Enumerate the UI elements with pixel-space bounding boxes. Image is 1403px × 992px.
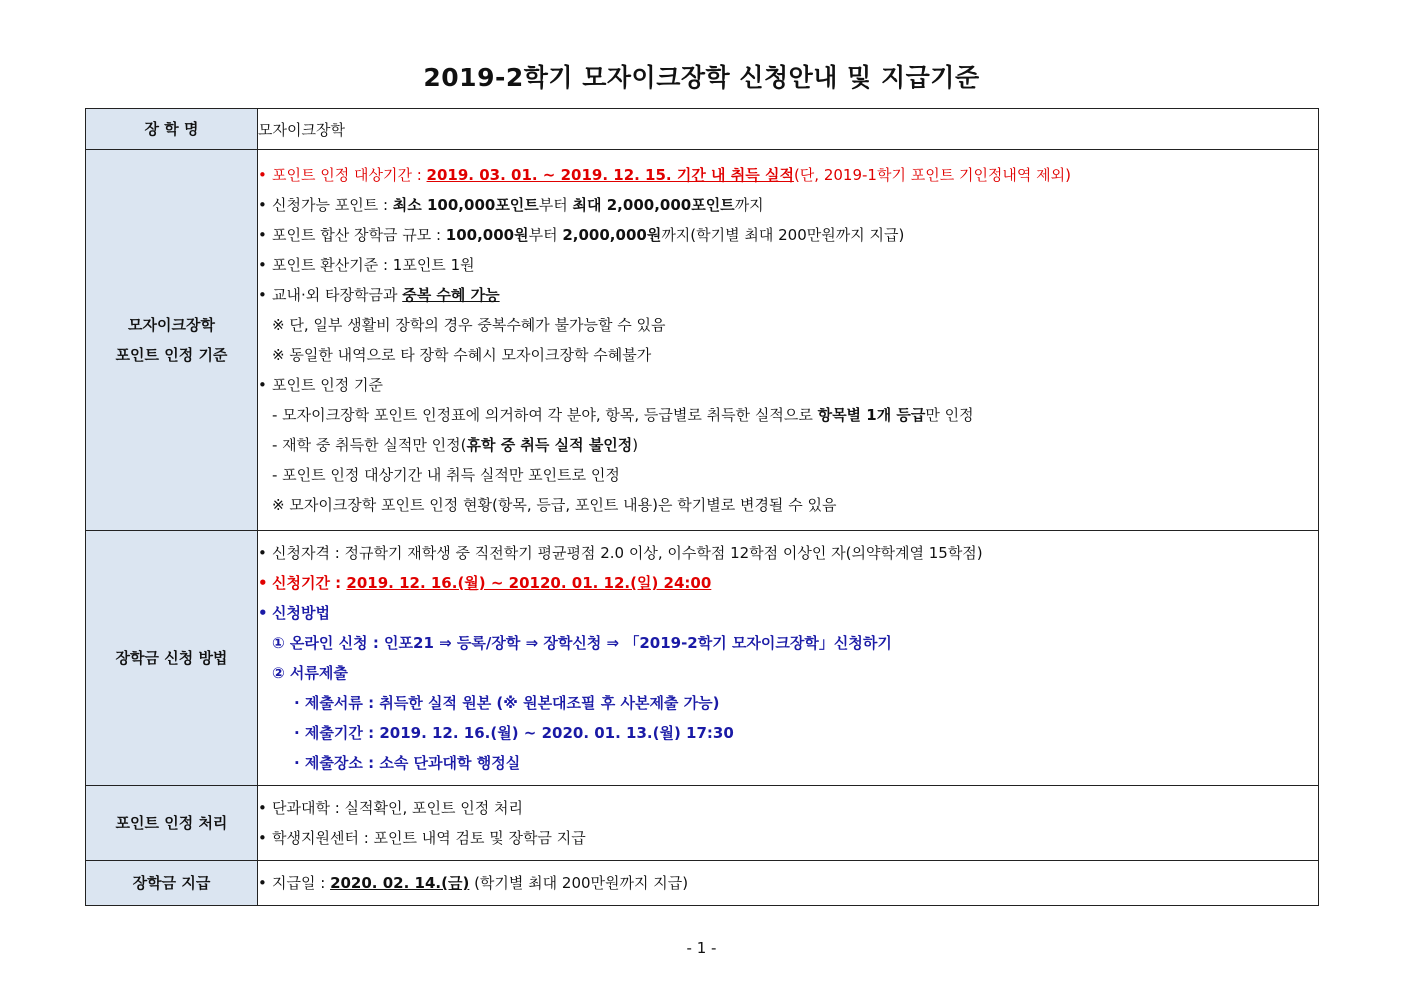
criteria-conversion-text: 포인트 환산기준 : 1포인트 1원 xyxy=(272,256,475,274)
criteria-standard-head-text: 포인트 인정 기준 xyxy=(272,376,383,394)
payment-prefix: 지급일 : xyxy=(272,874,331,892)
criteria-standard-1-bold: 항목별 1개 등급 xyxy=(817,406,926,424)
label-point-criteria-line1: 모자이크장학 xyxy=(128,316,215,334)
criteria-duplicate-prefix: 교내·외 타장학금과 xyxy=(272,286,403,304)
bullet-icon: • xyxy=(258,799,267,817)
apply-online: ① 온라인 신청 : 인포21 ⇒ 등록/장학 ⇒ 장학신청 ⇒ 「2019-2학기 모자이크장학」신청하기 xyxy=(272,634,892,652)
criteria-scale-mid: 부터 xyxy=(528,226,563,244)
label-point-process: 포인트 인정 처리 xyxy=(86,786,258,861)
criteria-scale-min: 100,000원 xyxy=(445,226,529,244)
bullet-icon: • xyxy=(258,226,267,244)
criteria-duplicate-value: 중복 수혜 가능 xyxy=(402,286,500,304)
criteria-points-max: 최대 2,000,000포인트 xyxy=(572,196,735,214)
criteria-period-note: (단, 2019-1학기 포인트 기인정내역 제외) xyxy=(793,166,1071,184)
criteria-period-value: 2019. 03. 01. ~ 2019. 12. 15. 기간 내 취득 실적 xyxy=(426,166,794,184)
criteria-standard-1-prefix: - 모자이크장학 포인트 인정표에 의거하여 각 분야, 항목, 등급별로 취득한 실적으로 xyxy=(272,406,818,424)
label-apply-method: 장학금 신청 방법 xyxy=(86,531,258,786)
criteria-standard-3: - 포인트 인정 대상기간 내 취득 실적만 포인트로 인정 xyxy=(272,466,620,484)
criteria-standard-2-bold: 휴학 중 취득 실적 불인정 xyxy=(466,436,633,454)
criteria-period xyxy=(258,160,1318,190)
page-title: 2019-2학기 모자이크장학 신청안내 및 지급기준 xyxy=(423,63,980,92)
label-point-criteria xyxy=(86,150,258,531)
criteria-standard-4: ※ 모자이크장학 포인트 인정 현황(항목, 등급, 포인트 내용)은 학기별로 변경될 수 있음 xyxy=(272,496,837,514)
criteria-conversion xyxy=(258,250,1318,280)
payment-date: 2020. 02. 14.(금) xyxy=(330,874,470,892)
label-point-criteria-line2: 포인트 인정 기준 xyxy=(115,346,228,364)
criteria-standard-head xyxy=(258,370,1318,400)
row-point-criteria xyxy=(86,150,1319,531)
label-payment: 장학금 지급 xyxy=(86,861,258,906)
apply-qualification xyxy=(258,538,1318,568)
bullet-icon: • xyxy=(258,604,268,622)
criteria-standard-2-prefix: - 재학 중 취득한 실적만 인정( xyxy=(272,436,467,454)
criteria-points-min: 최소 100,000포인트 xyxy=(392,196,539,214)
criteria-points-mid: 부터 xyxy=(538,196,573,214)
criteria-scale-max: 2,000,000원 xyxy=(562,226,662,244)
bullet-icon: • xyxy=(258,829,267,847)
apply-qualification-text: 신청자격 : 정규학기 재학생 중 직전학기 평균평점 2.0 이상, 이수학점 12학점 이상인 자(의약학계열 15학점) xyxy=(272,544,983,562)
bullet-icon: • xyxy=(258,286,267,304)
label-scholarship-name: 장 학 명 xyxy=(86,109,258,150)
apply-period xyxy=(258,568,1318,598)
bullet-icon: • xyxy=(258,196,267,214)
bullet-icon: • xyxy=(258,376,267,394)
bullet-icon: • xyxy=(258,544,267,562)
apply-docs-item: · 제출기간 : 2019. 12. 16.(월) ~ 2020. 01. 13.(월) 17:30 xyxy=(294,724,734,742)
apply-docs-item: · 제출서류 : 취득한 실적 원본 (※ 원본대조필 후 사본제출 가능) xyxy=(294,694,720,712)
value-scholarship-name: 모자이크장학 xyxy=(258,109,1319,150)
criteria-period-prefix: 포인트 인정 대상기간 : xyxy=(272,166,427,184)
bullet-icon: • xyxy=(258,256,267,274)
row-scholarship-name xyxy=(86,109,1319,150)
criteria-points-prefix: 신청가능 포인트 : xyxy=(272,196,393,214)
criteria-duplicate-note2: ※ 동일한 내역으로 타 장학 수혜시 모자이크장학 수혜불가 xyxy=(272,346,652,364)
apply-period-value: 2019. 12. 16.(월) ~ 20120. 01. 12.(일) 24:00 xyxy=(346,574,712,592)
apply-method-text: 신청방법 xyxy=(272,604,330,622)
criteria-duplicate xyxy=(258,280,1318,310)
criteria-standard-2-suffix: ) xyxy=(632,436,639,454)
bullet-icon: • xyxy=(258,166,267,184)
criteria-scale xyxy=(258,220,1318,250)
criteria-points-suffix: 까지 xyxy=(734,196,764,214)
apply-docs-item: · 제출장소 : 소속 단과대학 행정실 xyxy=(294,754,521,772)
apply-period-prefix: 신청기간 : xyxy=(272,574,347,592)
content-point-criteria xyxy=(258,150,1319,531)
criteria-duplicate-note1: ※ 단, 일부 생활비 장학의 경우 중복수혜가 불가능할 수 있음 xyxy=(272,316,666,334)
criteria-points xyxy=(258,190,1318,220)
apply-method xyxy=(258,598,1318,628)
row-point-process xyxy=(86,786,1319,861)
payment-line xyxy=(258,868,1318,898)
content-payment xyxy=(258,861,1319,906)
process-line2 xyxy=(258,823,1318,853)
row-payment xyxy=(86,861,1319,906)
row-apply-method xyxy=(86,531,1319,786)
content-point-process xyxy=(258,786,1319,861)
criteria-scale-prefix: 포인트 합산 장학금 규모 : xyxy=(272,226,446,244)
process-line2-text: 학생지원센터 : 포인트 내역 검토 및 장학금 지급 xyxy=(272,829,586,847)
bullet-icon: • xyxy=(258,574,268,592)
page-number: - 1 - xyxy=(686,939,717,957)
criteria-scale-suffix: 까지(학기별 최대 200만원까지 지급) xyxy=(661,226,905,244)
payment-suffix: (학기별 최대 200만원까지 지급) xyxy=(469,874,689,892)
criteria-standard-2 xyxy=(258,430,1318,460)
apply-docs: ② 서류제출 xyxy=(272,664,348,682)
bullet-icon: • xyxy=(258,874,267,892)
criteria-standard-1-suffix: 만 인정 xyxy=(925,406,974,424)
scholarship-table xyxy=(85,108,1319,906)
criteria-standard-1 xyxy=(258,400,1318,430)
content-apply-method xyxy=(258,531,1319,786)
process-line1 xyxy=(258,793,1318,823)
process-line1-text: 단과대학 : 실적확인, 포인트 인정 처리 xyxy=(272,799,524,817)
